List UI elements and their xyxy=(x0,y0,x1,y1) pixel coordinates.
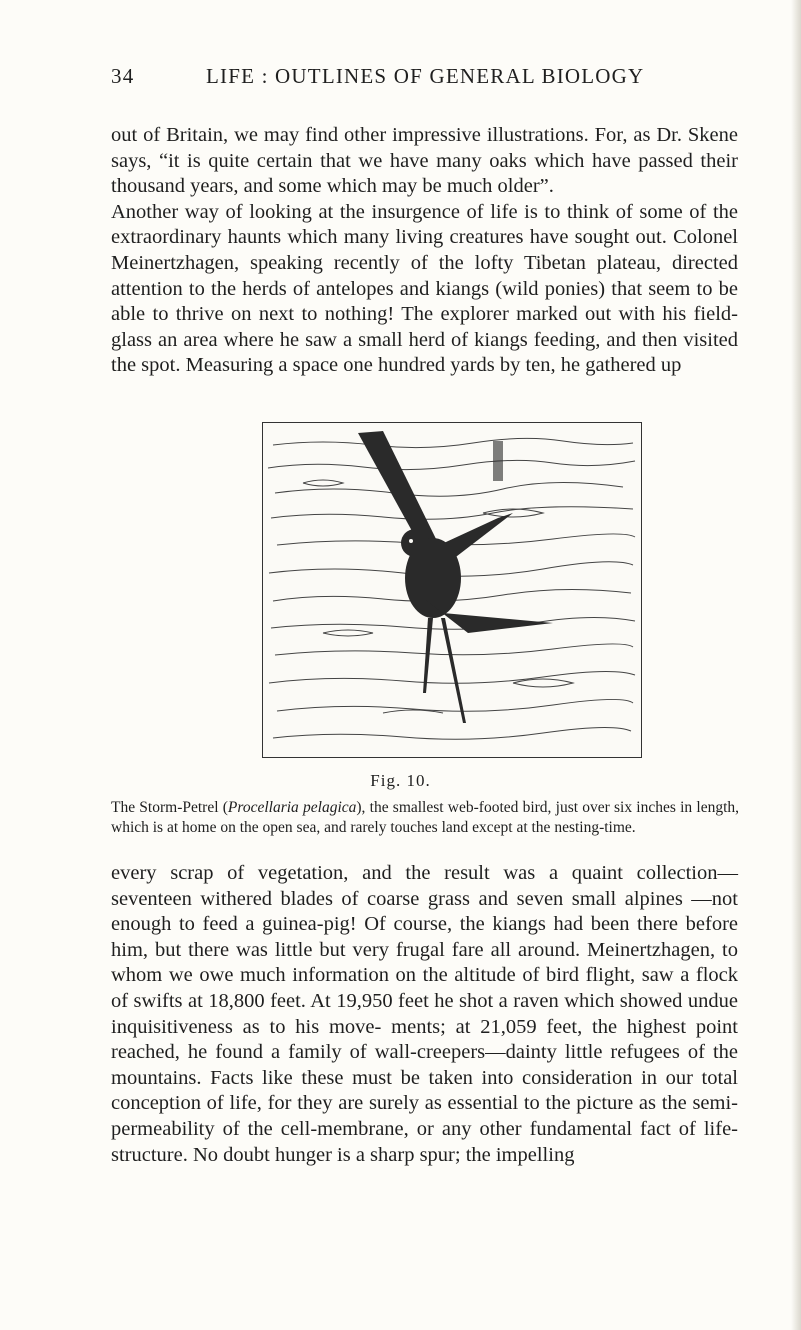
body-text-top xyxy=(111,123,738,379)
caption-lead: The Storm-Petrel ( xyxy=(111,799,228,816)
figure-caption xyxy=(111,798,739,837)
paragraph-1: out of Britain, we may find other impressive illustrations. For, as Dr. Skene says, “it is quite certain that we have many oaks which have passed their thousand years, and some which may be much older”. xyxy=(111,124,738,198)
paragraph-2: Another way of looking at the insurgence of life is to think of some of the extraordinary haunts which many living creatures have sought out. Colonel Meinertzhagen, speaking recently of the lofty Tibetan plateau, directed attention to the herds of antelopes and kiangs (wild ponies) that seem to be able to thrive on next to nothing! The explorer marked out with his field-glass an area where he saw a small herd of kiangs feeding, and then visited the spot. Measuring a space one hundred yards by ten, he gathered up xyxy=(111,200,738,377)
figure-label: Fig. 10. xyxy=(370,771,431,790)
running-title: LIFE : OUTLINES OF GENERAL BIOLOGY xyxy=(206,64,645,88)
page-edge-shadow xyxy=(791,0,801,1330)
storm-petrel-illustration xyxy=(262,422,642,758)
paragraph-3: every scrap of vegetation, and the result was a quaint collection— seventeen withered blades of coarse grass and seven small alpines —not enough to feed a guinea-pig! Of course, the kiangs had been there before him, but there was little but very frugal fare all around. Meinertzhagen, to whom we owe much information on the altitude of bird flight, saw a flock of swifts at 18,800 feet. At 19,950 feet he shot a raven which showed undue inquisitiveness as to his move- ments; at 21,059 feet, the highest point reached, he found a family of wall-creepers—dainty little refugees of the mountains. Facts like these must be taken into consideration in our total conception of life, for they are surely as essential to the picture as the semi- permeability of the cell-membrane, or any other fundamental fact of life-structure. No doubt hunger is a sharp spur; the impelling xyxy=(111,862,738,1166)
storm-petrel-engraving-icon xyxy=(263,423,640,756)
running-header xyxy=(111,64,731,94)
body-text-bottom xyxy=(111,861,738,1168)
caption-rest: ), the smallest web-footed bird, just over six inches in length, which is at home on the open sea, and rarely touches land except at the nesting-time. xyxy=(111,799,739,836)
caption-species: Procellaria pelagica xyxy=(227,799,357,816)
page-number: 34 xyxy=(111,64,135,88)
